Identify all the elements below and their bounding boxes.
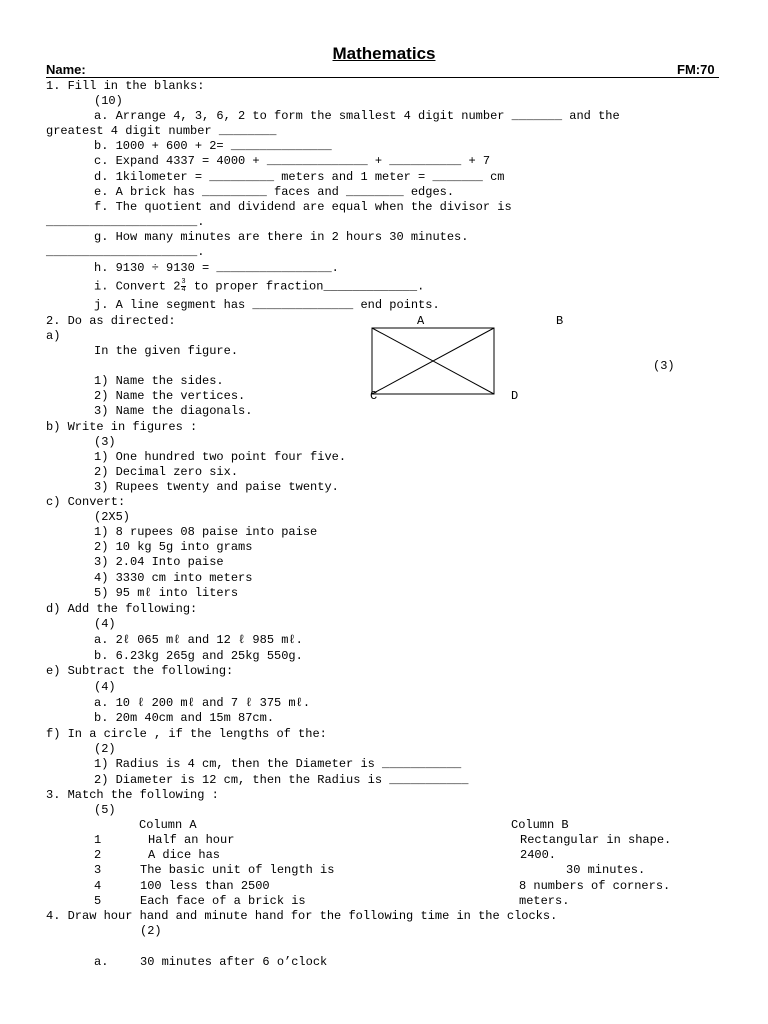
q1-marks: (10) xyxy=(94,94,123,108)
q1-item-b: b. 1000 + 600 + 2= ______________ xyxy=(94,139,332,153)
q1-item-c: c. Expand 4337 = 4000 + ______________ + __________ + 7 xyxy=(94,154,491,168)
q2b-item-1: 1) One hundred two point four five. xyxy=(94,450,347,464)
q1-item-a-line2: greatest 4 digit number ________ xyxy=(46,124,277,138)
match-column-a-item: The basic unit of length is xyxy=(140,863,335,877)
column-a-header: Column A xyxy=(139,818,197,832)
match-column-a-item: Each face of a brick is xyxy=(140,894,306,908)
full-marks-label: FM:70 xyxy=(677,62,715,77)
q2b-heading: b) Write in figures : xyxy=(46,420,198,434)
rectangle-figure xyxy=(368,325,498,397)
q2d-item-b: b. 6.23kg 265g and 25kg 550g. xyxy=(94,649,303,663)
match-row-number: 5 xyxy=(94,894,102,908)
q2b-item-2: 2) Decimal zero six. xyxy=(94,465,239,479)
q4-marks: (2) xyxy=(140,924,162,938)
q2-section-a: a) xyxy=(46,329,61,343)
q2c-marks: (2X5) xyxy=(94,510,131,524)
q2f-item-2: 2) Diameter is 12 cm, then the Radius is ___________ xyxy=(94,773,469,787)
q1-item-d: d. 1kilometer = _________ meters and 1 meter = _______ cm xyxy=(94,170,505,184)
q1-item-f-line1: f. The quotient and dividend are equal when the divisor is xyxy=(94,200,512,214)
q1-item-j: j. A line segment has ______________ end points. xyxy=(94,298,440,312)
match-column-a-item: Half an hour xyxy=(148,833,235,847)
q1-item-i: i. Convert 2 $\frac{3}{4}$ to proper fraction_____________. xyxy=(94,278,425,294)
q2d-heading: d) Add the following: xyxy=(46,602,198,616)
q3-marks: (5) xyxy=(94,803,116,817)
header-rule xyxy=(46,77,719,78)
vertex-label-b: B xyxy=(556,314,564,328)
q2e-item-b: b. 20m 40cm and 15m 87cm. xyxy=(94,711,275,725)
q2-heading: 2. Do as directed: xyxy=(46,314,176,328)
q4-heading: 4. Draw hour hand and minute hand for the following time in the clocks. xyxy=(46,909,558,923)
q1-item-g-line2: _____________________. xyxy=(46,245,205,259)
q2b-item-3: 3) Rupees twenty and paise twenty. xyxy=(94,480,339,494)
match-row-number: 3 xyxy=(94,863,102,877)
q2c-item-1: 1) 8 rupees 08 paise into paise xyxy=(94,525,318,539)
q2d-item-a: a. 2ℓ 065 mℓ and 12 ℓ 985 mℓ. xyxy=(94,633,303,647)
q2c-heading: c) Convert: xyxy=(46,495,126,509)
q1-item-f-line2: _____________________. xyxy=(46,215,205,229)
match-row-number: 4 xyxy=(94,879,102,893)
q4-item-a-text: 30 minutes after 6 o’clock xyxy=(140,955,328,969)
mixed-fraction: $\frac{3}{4}$ xyxy=(181,278,186,294)
q2a-instruction: In the given figure. xyxy=(94,344,239,358)
q3-heading: 3. Match the following : xyxy=(46,788,219,802)
q1-item-g-line1: g. How many minutes are there in 2 hours 30 minutes. xyxy=(94,230,469,244)
match-row-number: 2 xyxy=(94,848,102,862)
match-column-b-item: meters. xyxy=(519,894,570,908)
q2a-item-3: 3) Name the diagonals. xyxy=(94,404,253,418)
match-column-a-item: 100 less than 2500 xyxy=(140,879,270,893)
q1-item-h: h. 9130 ÷ 9130 = ________________. xyxy=(94,261,339,275)
match-row-number: 1 xyxy=(94,833,102,847)
name-label: Name: xyxy=(46,62,86,77)
q2c-item-5: 5) 95 mℓ into liters xyxy=(94,586,239,600)
q2c-item-2: 2) 10 kg 5g into grams xyxy=(94,540,253,554)
q2d-marks: (4) xyxy=(94,617,116,631)
q4-item-a-label: a. xyxy=(94,955,109,969)
q2f-heading: f) In a circle , if the lengths of the: xyxy=(46,727,327,741)
q2a-marks: (3) xyxy=(653,359,675,373)
match-column-b-item: Rectangular in shape. xyxy=(520,833,672,847)
vertex-label-a: A xyxy=(417,314,425,328)
q2c-item-4: 4) 3330 cm into meters xyxy=(94,571,253,585)
q2f-marks: (2) xyxy=(94,742,116,756)
q2e-item-a: a. 10 ℓ 200 mℓ and 7 ℓ 375 mℓ. xyxy=(94,696,311,710)
q2e-heading: e) Subtract the following: xyxy=(46,664,234,678)
q1-item-a-line1: a. Arrange 4, 3, 6, 2 to form the smallest 4 digit number _______ and the xyxy=(94,109,620,123)
page-title: Mathematics xyxy=(332,44,436,63)
vertex-label-d: D xyxy=(511,389,519,403)
column-b-header: Column B xyxy=(511,818,569,832)
q2c-item-3: 3) 2.04 Into paise xyxy=(94,555,224,569)
q2f-item-1: 1) Radius is 4 cm, then the Diameter is ___________ xyxy=(94,757,462,771)
q1-heading: 1. Fill in the blanks: xyxy=(46,79,205,93)
q1-item-e: e. A brick has _________ faces and ________ edges. xyxy=(94,185,455,199)
q2a-item-1: 1) Name the sides. xyxy=(94,374,224,388)
match-column-a-item: A dice has xyxy=(148,848,221,862)
match-column-b-item: 30 minutes. xyxy=(566,863,646,877)
q2b-marks: (3) xyxy=(94,435,116,449)
q2a-item-2: 2) Name the vertices. xyxy=(94,389,246,403)
q2e-marks: (4) xyxy=(94,680,116,694)
match-column-b-item: 2400. xyxy=(520,848,557,862)
vertex-label-c: C xyxy=(370,389,378,403)
match-column-b-item: 8 numbers of corners. xyxy=(519,879,671,893)
